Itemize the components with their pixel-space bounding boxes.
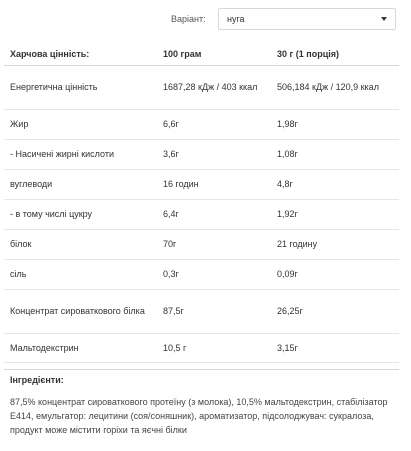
ingredients-title: Інгредієнти:	[10, 375, 64, 385]
nutrient-name: білок	[4, 229, 157, 259]
nutrient-name: Жир	[4, 109, 157, 139]
nutrient-per-100: 6,4г	[157, 199, 271, 229]
nutrient-per-100: 87,5г	[157, 289, 271, 333]
variant-selected-value: нуга	[227, 14, 245, 24]
nutrient-per-serving: 21 годину	[271, 229, 399, 259]
nutrient-name: Концентрат сироваткового білка	[4, 289, 157, 333]
nutrient-name: Енергетична цінність	[4, 65, 157, 109]
nutrient-per-serving: 4,8г	[271, 169, 399, 199]
ingredients-section	[4, 369, 399, 437]
chevron-down-icon	[381, 17, 387, 21]
variant-label: Варіант:	[171, 14, 206, 24]
nutrition-header-row	[4, 44, 399, 65]
nutrient-per-serving: 26,25г	[271, 289, 399, 333]
table-row	[4, 109, 399, 139]
nutrient-name: Мальтодекстрин	[4, 333, 157, 362]
nutrient-name: - в тому числі цукру	[4, 199, 157, 229]
ingredients-text: 87,5% концентрат сироваткового протеїну (з молока), 10,5% мальтодекстрин, стабілізатор Е414, емульгатор: лецитини (соя/соняшник), ароматизатор, підсолоджувач: сукралоза, продукт може містити горіхи та яєчні білки	[10, 397, 388, 435]
nutrient-name: вуглеводи	[4, 169, 157, 199]
nutrient-per-100: 0,3г	[157, 259, 271, 289]
nutrient-per-100: 3,6г	[157, 139, 271, 169]
table-row	[4, 333, 399, 362]
nutrient-per-100: 16 годин	[157, 169, 271, 199]
nutrient-per-serving: 3,15г	[271, 333, 399, 362]
nutrient-per-serving: 1,98г	[271, 109, 399, 139]
table-row	[4, 199, 399, 229]
table-row	[4, 259, 399, 289]
table-row	[4, 289, 399, 333]
variant-row	[171, 8, 396, 30]
nutrient-per-serving: 0,09г	[271, 259, 399, 289]
nutrient-per-100: 6,6г	[157, 109, 271, 139]
nutrient-per-100: 70г	[157, 229, 271, 259]
header-per-100: 100 грам	[157, 44, 271, 65]
nutrient-per-100: 10,5 г	[157, 333, 271, 362]
header-nutrition: Харчова цінність:	[4, 44, 157, 65]
nutrient-per-100: 1687,28 кДж / 403 ккал	[157, 65, 271, 109]
nutrition-table	[4, 44, 399, 363]
table-row	[4, 139, 399, 169]
nutrient-per-serving: 1,08г	[271, 139, 399, 169]
header-per-serving: 30 г (1 порція)	[271, 44, 399, 65]
nutrient-name: сіль	[4, 259, 157, 289]
nutrient-per-serving: 506,184 кДж / 120,9 ккал	[271, 65, 399, 109]
nutrient-name: - Насичені жирні кислоти	[4, 139, 157, 169]
table-row	[4, 65, 399, 109]
nutrient-per-serving: 1,92г	[271, 199, 399, 229]
variant-select[interactable]	[218, 8, 396, 30]
table-row	[4, 229, 399, 259]
table-row	[4, 169, 399, 199]
